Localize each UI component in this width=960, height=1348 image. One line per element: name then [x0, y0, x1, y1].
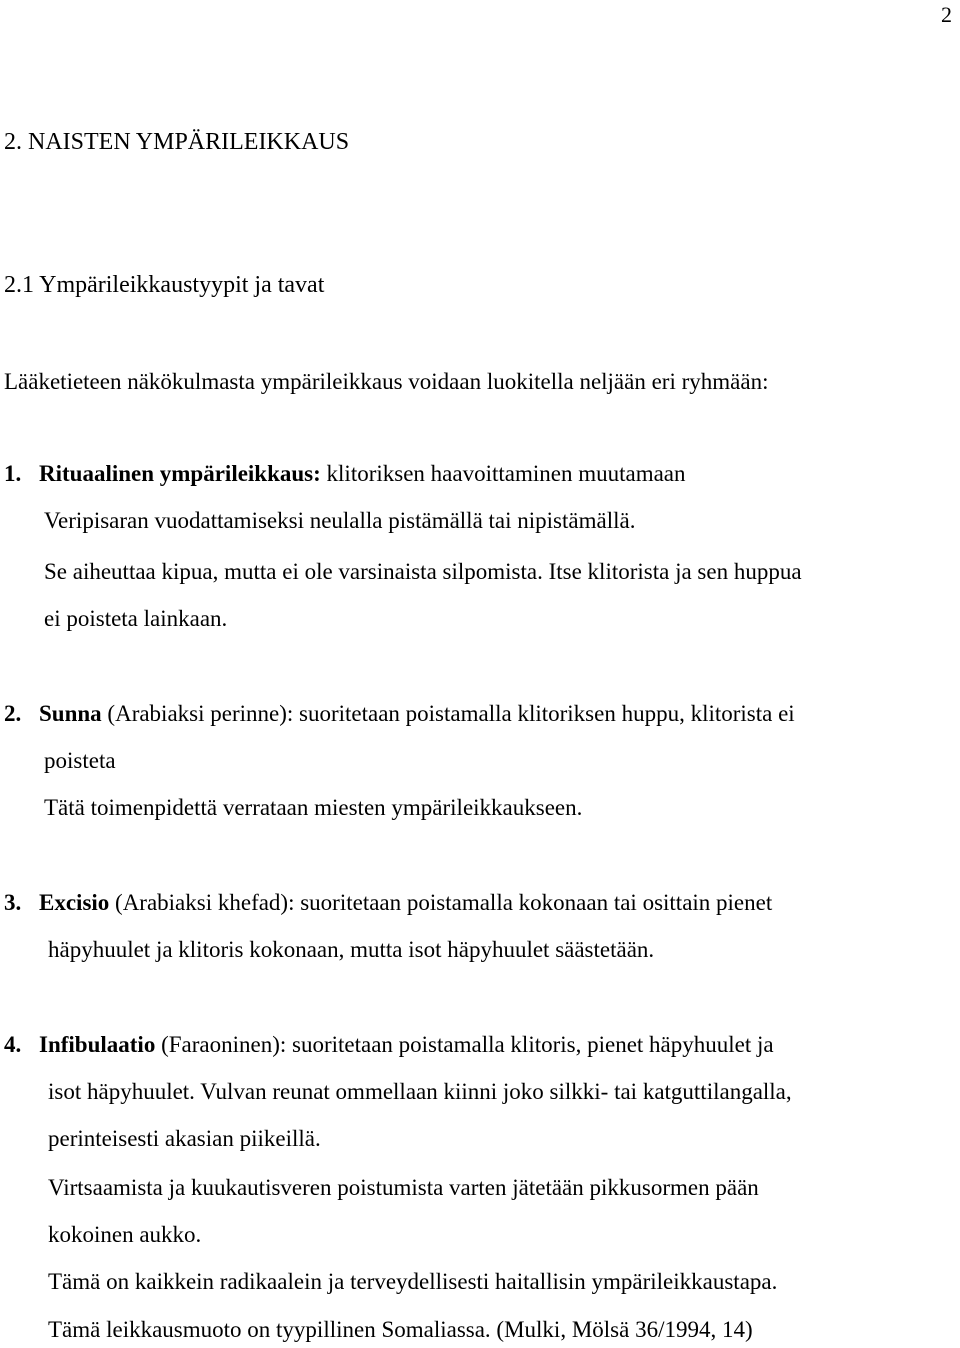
list-item-2-line: poisteta [44, 748, 116, 773]
section-title: 2. NAISTEN YMPÄRILEIKKAUS [4, 129, 350, 155]
list-item-number: 2. [4, 701, 22, 726]
list-item-4-line: kokoinen aukko. [48, 1222, 202, 1247]
list-item-4-line: Tämä leikkausmuoto on tyypillinen Somaliassa. (Mulki, Mölsä 36/1994, 14) [48, 1317, 753, 1342]
list-item-4-line: perinteisesti akasian piikeillä. [48, 1126, 321, 1151]
list-item-4-line: isot häpyhuulet. Vulvan reunat ommellaan kiinni joko silkki- tai katguttilangalla, [48, 1079, 792, 1104]
list-item-text: klitoriksen haavoittaminen muutamaan [320, 461, 686, 486]
subsection-title: 2.1 Ympärileikkaustyypit ja tavat [4, 272, 325, 298]
list-item-text: (Arabiaksi perinne): suoritetaan poistamalla klitoriksen huppu, klitorista ei [101, 701, 795, 726]
list-item-term: Infibulaatio [39, 1032, 156, 1057]
list-item-term: Excisio [39, 890, 110, 915]
list-item-1-line: ei poisteta lainkaan. [44, 606, 228, 631]
list-item-2-first-line [4, 702, 795, 725]
list-item-number: 1. [4, 461, 22, 486]
list-item-3-first-line [4, 891, 772, 914]
list-item-4-line: Virtsaamista ja kuukautisveren poistumista varten jätetään pikkusormen pään [48, 1175, 759, 1200]
list-item-text: (Faraoninen): suoritetaan poistamalla klitoris, pienet häpyhuulet ja [155, 1032, 774, 1057]
list-item-number: 4. [4, 1032, 22, 1057]
list-item-number: 3. [4, 890, 22, 915]
list-item-text: (Arabiaksi khefad): suoritetaan poistamalla kokonaan tai osittain pienet [109, 890, 773, 915]
list-item-1-first-line [4, 462, 686, 485]
list-item-4-line: Tämä on kaikkein radikaalein ja terveydellisesti haitallisin ympärileikkaustapa. [48, 1269, 778, 1294]
list-item-1-line: Se aiheuttaa kipua, mutta ei ole varsinaista silpomista. Itse klitorista ja sen huppua [44, 559, 802, 584]
list-item-3-line: häpyhuulet ja klitoris kokonaan, mutta isot häpyhuulet säästetään. [48, 937, 655, 962]
list-item-2-line: Tätä toimenpidettä verrataan miesten ympärileikkaukseen. [44, 795, 583, 820]
list-item-term: Sunna [39, 701, 102, 726]
page-number: 2 [941, 2, 952, 27]
list-item-term: Rituaalinen ympärileikkaus: [39, 461, 321, 486]
list-item-4-first-line [4, 1033, 774, 1056]
intro-paragraph: Lääketieteen näkökulmasta ympärileikkaus voidaan luokitella neljään eri ryhmään: [4, 369, 769, 394]
list-item-1-line: Veripisaran vuodattamiseksi neulalla pistämällä tai nipistämällä. [44, 508, 636, 533]
